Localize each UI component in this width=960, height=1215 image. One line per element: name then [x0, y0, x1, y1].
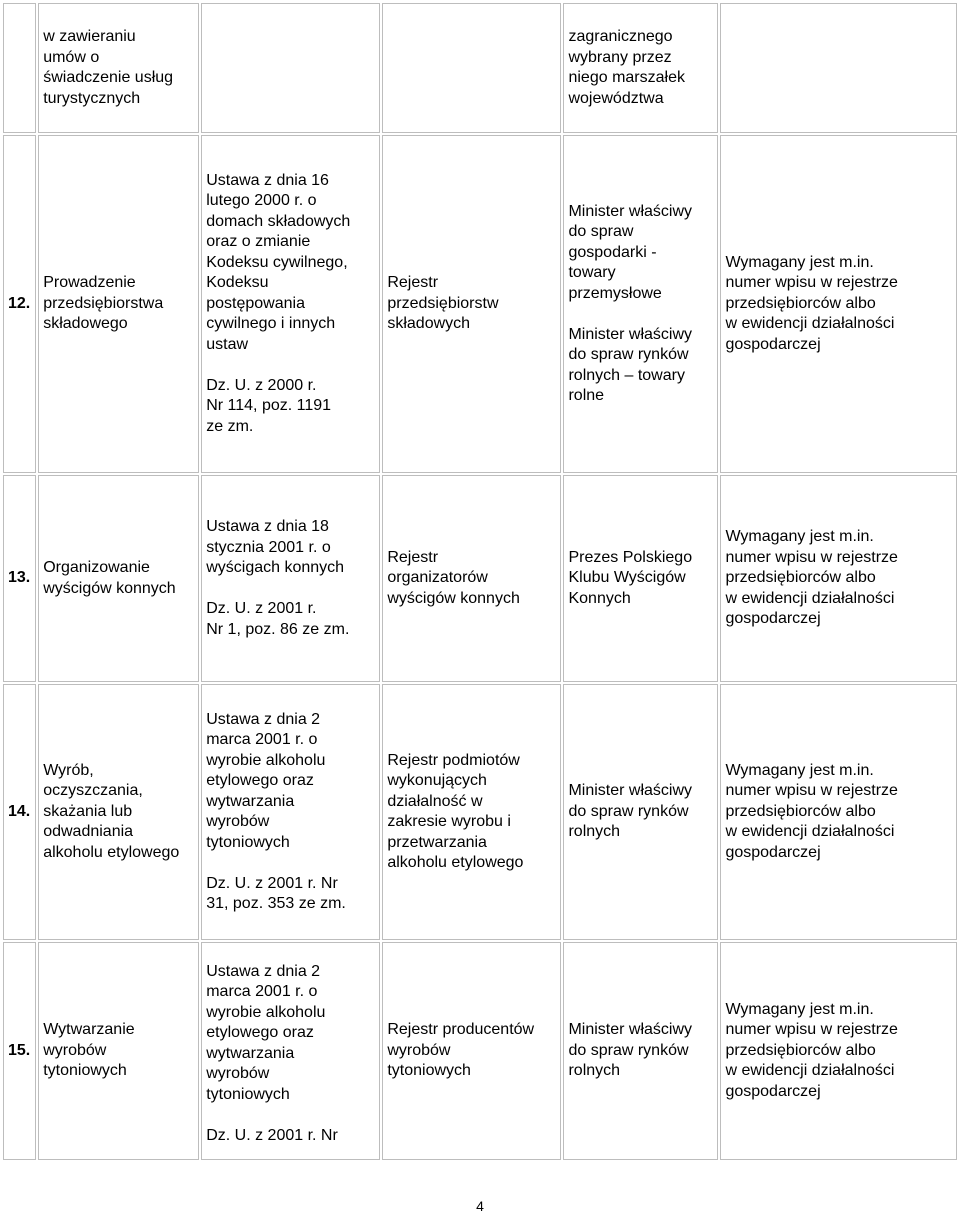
register-cell: Rejestr producentów wyrobów tytoniowych — [382, 942, 561, 1160]
table-row — [3, 135, 957, 473]
table-row — [3, 684, 957, 940]
authority-cell: Minister właściwy do spraw rynków rolnych — [563, 684, 718, 940]
activity-cell: Wytwarzanie wyrobów tytoniowych — [38, 942, 199, 1160]
register-cell: Rejestr podmiotów wykonujących działalność w zakresie wyrobu i przetwarzania alkoholu etylowego — [382, 684, 561, 940]
activity-cell: Organizowanie wyścigów konnych — [38, 475, 199, 682]
page-number: 4 — [476, 1198, 484, 1214]
row-number: 13. — [3, 475, 36, 682]
activity-cell: Wyrób, oczyszczania, skażania lub odwadniania alkoholu etylowego — [38, 684, 199, 940]
activity-cell: Prowadzenie przedsiębiorstwa składowego — [38, 135, 199, 473]
law-cell: Ustawa z dnia 16 lutego 2000 r. o domach składowych oraz o zmianie Kodeksu cywilnego, Kodeksu postępowania cywilnego i innych ustaw Dz. U. z 2000 r. Nr 114, poz. 1191 ze zm. — [201, 135, 380, 473]
table-row — [3, 942, 957, 1160]
law-cell: Ustawa z dnia 2 marca 2001 r. o wyrobie alkoholu etylowego oraz wytwarzania wyrobów tytoniowych Dz. U. z 2001 r. Nr 31, poz. 353 ze zm. — [201, 684, 380, 940]
row-number — [3, 3, 36, 133]
table-row — [3, 475, 957, 682]
authority-cell: Minister właściwy do spraw gospodarki - towary przemysłowe Minister właściwy do spraw rynków rolnych – towary rolne — [563, 135, 718, 473]
authority-cell: zagranicznego wybrany przez niego marszałek województwa — [563, 3, 718, 133]
requirement-cell: Wymagany jest m.in. numer wpisu w rejestrze przedsiębiorców albo w ewidencji działalności gospodarczej — [720, 475, 957, 682]
row-number: 15. — [3, 942, 36, 1160]
law-cell: Ustawa z dnia 2 marca 2001 r. o wyrobie alkoholu etylowego oraz wytwarzania wyrobów tytoniowych Dz. U. z 2001 r. Nr — [201, 942, 380, 1160]
register-cell — [382, 3, 561, 133]
register-cell: Rejestr organizatorów wyścigów konnych — [382, 475, 561, 682]
activity-cell: w zawieraniu umów o świadczenie usług turystycznych — [38, 3, 199, 133]
requirement-cell: Wymagany jest m.in. numer wpisu w rejestrze przedsiębiorców albo w ewidencji działalności gospodarczej — [720, 135, 957, 473]
row-number: 12. — [3, 135, 36, 473]
table-row — [3, 3, 957, 133]
requirement-cell: Wymagany jest m.in. numer wpisu w rejestrze przedsiębiorców albo w ewidencji działalności gospodarczej — [720, 684, 957, 940]
requirement-cell: Wymagany jest m.in. numer wpisu w rejestrze przedsiębiorców albo w ewidencji działalności gospodarczej — [720, 942, 957, 1160]
authority-cell: Minister właściwy do spraw rynków rolnych — [563, 942, 718, 1160]
law-cell: Ustawa z dnia 18 stycznia 2001 r. o wyścigach konnych Dz. U. z 2001 r. Nr 1, poz. 86 ze zm. — [201, 475, 380, 682]
register-cell: Rejestr przedsiębiorstw składowych — [382, 135, 561, 473]
law-cell — [201, 3, 380, 133]
row-number: 14. — [3, 684, 36, 940]
authority-cell: Prezes Polskiego Klubu Wyścigów Konnych — [563, 475, 718, 682]
requirement-cell — [720, 3, 957, 133]
registry-table — [1, 1, 959, 1162]
